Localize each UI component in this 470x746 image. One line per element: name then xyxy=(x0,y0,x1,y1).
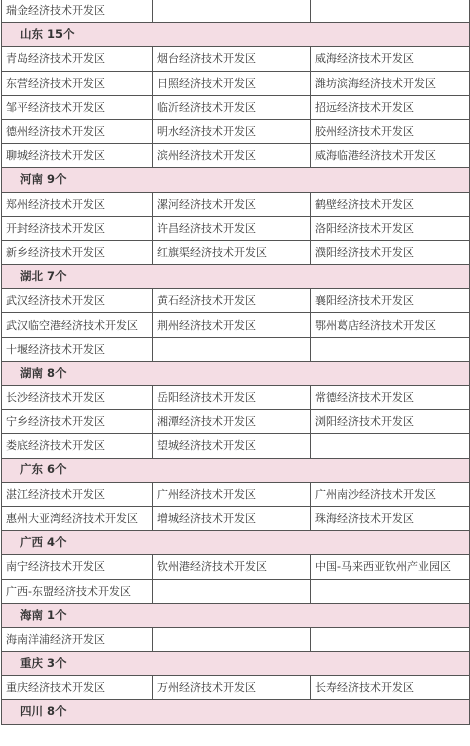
province-header-row xyxy=(2,23,470,47)
zone-cell: 宁乡经济技术开发区 xyxy=(2,410,153,434)
zone-cell: 洛阳经济技术开发区 xyxy=(311,216,470,240)
zone-cell: 浏阳经济技术开发区 xyxy=(311,410,470,434)
zone-cell: 临沂经济技术开发区 xyxy=(153,95,311,119)
zone-cell: 广西-东盟经济技术开发区 xyxy=(2,579,153,603)
table-row xyxy=(2,192,470,216)
zone-cell: 中国-马来西亚钦州产业园区 xyxy=(311,555,470,579)
table-row xyxy=(2,410,470,434)
zone-cell: 湘潭经济技术开发区 xyxy=(153,410,311,434)
zone-cell: 明水经济技术开发区 xyxy=(153,119,311,143)
zone-cell: 望城经济技术开发区 xyxy=(153,434,311,458)
table-row xyxy=(2,216,470,240)
zone-cell: 增城经济技术开发区 xyxy=(153,506,311,530)
zone-cell: 濮阳经济技术开发区 xyxy=(311,240,470,264)
zone-cell: 长寿经济技术开发区 xyxy=(311,676,470,700)
zone-cell: 娄底经济技术开发区 xyxy=(2,434,153,458)
zone-cell: 开封经济技术开发区 xyxy=(2,216,153,240)
province-header: 广西 4个 xyxy=(2,531,470,555)
zone-cell: 漯河经济技术开发区 xyxy=(153,192,311,216)
table-row xyxy=(2,240,470,264)
zone-cell: 钦州港经济技术开发区 xyxy=(153,555,311,579)
table-row xyxy=(2,434,470,458)
zone-cell: 德州经济技术开发区 xyxy=(2,119,153,143)
zone-cell: 珠海经济技术开发区 xyxy=(311,506,470,530)
zone-cell xyxy=(311,337,470,361)
zone-cell: 滨州经济技术开发区 xyxy=(153,144,311,168)
table-row xyxy=(2,482,470,506)
zone-cell: 邹平经济技术开发区 xyxy=(2,95,153,119)
province-header: 广东 6个 xyxy=(2,458,470,482)
province-header-row xyxy=(2,361,470,385)
province-header: 湖北 7个 xyxy=(2,265,470,289)
zone-cell: 湛江经济技术开发区 xyxy=(2,482,153,506)
zone-cell: 广州经济技术开发区 xyxy=(153,482,311,506)
zone-cell: 常德经济技术开发区 xyxy=(311,386,470,410)
zone-cell: 海南洋浦经济开发区 xyxy=(2,627,153,651)
table-row xyxy=(2,579,470,603)
zone-cell xyxy=(153,579,311,603)
zone-cell: 惠州大亚湾经济技术开发区 xyxy=(2,506,153,530)
table-row xyxy=(2,313,470,337)
zone-cell xyxy=(153,0,311,23)
dev-zone-table-body xyxy=(2,0,470,724)
province-header-row xyxy=(2,652,470,676)
province-header: 重庆 3个 xyxy=(2,652,470,676)
table-row xyxy=(2,289,470,313)
zone-cell: 潍坊滨海经济技术开发区 xyxy=(311,71,470,95)
zone-cell: 郑州经济技术开发区 xyxy=(2,192,153,216)
table-row xyxy=(2,71,470,95)
zone-cell xyxy=(311,434,470,458)
zone-cell: 日照经济技术开发区 xyxy=(153,71,311,95)
zone-cell xyxy=(153,627,311,651)
dev-zone-table xyxy=(1,0,470,725)
table-row xyxy=(2,627,470,651)
table-row xyxy=(2,555,470,579)
table-row xyxy=(2,0,470,23)
table-row xyxy=(2,119,470,143)
zone-cell: 武汉临空港经济技术开发区 xyxy=(2,313,153,337)
table-row xyxy=(2,386,470,410)
table-row xyxy=(2,337,470,361)
zone-cell: 青岛经济技术开发区 xyxy=(2,47,153,71)
zone-cell xyxy=(311,627,470,651)
province-header: 山东 15个 xyxy=(2,23,470,47)
zone-cell xyxy=(153,337,311,361)
province-header: 河南 9个 xyxy=(2,168,470,192)
zone-cell: 东营经济技术开发区 xyxy=(2,71,153,95)
zone-cell: 长沙经济技术开发区 xyxy=(2,386,153,410)
zone-cell: 万州经济技术开发区 xyxy=(153,676,311,700)
province-header: 海南 1个 xyxy=(2,603,470,627)
province-header: 四川 8个 xyxy=(2,700,470,724)
zone-cell: 威海临港经济技术开发区 xyxy=(311,144,470,168)
zone-cell: 威海经济技术开发区 xyxy=(311,47,470,71)
zone-cell: 胶州经济技术开发区 xyxy=(311,119,470,143)
zone-cell: 招远经济技术开发区 xyxy=(311,95,470,119)
zone-cell: 岳阳经济技术开发区 xyxy=(153,386,311,410)
province-header-row xyxy=(2,458,470,482)
province-header-row xyxy=(2,603,470,627)
zone-cell: 瑞金经济技术开发区 xyxy=(2,0,153,23)
zone-cell: 襄阳经济技术开发区 xyxy=(311,289,470,313)
province-header-row xyxy=(2,168,470,192)
zone-cell xyxy=(311,0,470,23)
zone-cell: 黄石经济技术开发区 xyxy=(153,289,311,313)
zone-cell: 十堰经济技术开发区 xyxy=(2,337,153,361)
table-row xyxy=(2,47,470,71)
table-row xyxy=(2,676,470,700)
zone-cell: 许昌经济技术开发区 xyxy=(153,216,311,240)
zone-cell xyxy=(311,579,470,603)
table-row xyxy=(2,144,470,168)
zone-cell: 鹤壁经济技术开发区 xyxy=(311,192,470,216)
table-row xyxy=(2,506,470,530)
zone-cell: 武汉经济技术开发区 xyxy=(2,289,153,313)
zone-cell: 南宁经济技术开发区 xyxy=(2,555,153,579)
province-header: 湖南 8个 xyxy=(2,361,470,385)
zone-cell: 红旗渠经济技术开发区 xyxy=(153,240,311,264)
zone-cell: 广州南沙经济技术开发区 xyxy=(311,482,470,506)
zone-cell: 烟台经济技术开发区 xyxy=(153,47,311,71)
zone-cell: 聊城经济技术开发区 xyxy=(2,144,153,168)
zone-cell: 荆州经济技术开发区 xyxy=(153,313,311,337)
zone-cell: 新乡经济技术开发区 xyxy=(2,240,153,264)
province-header-row xyxy=(2,700,470,724)
zone-cell: 重庆经济技术开发区 xyxy=(2,676,153,700)
province-header-row xyxy=(2,531,470,555)
table-row xyxy=(2,95,470,119)
zone-cell: 鄂州葛店经济技术开发区 xyxy=(311,313,470,337)
province-header-row xyxy=(2,265,470,289)
